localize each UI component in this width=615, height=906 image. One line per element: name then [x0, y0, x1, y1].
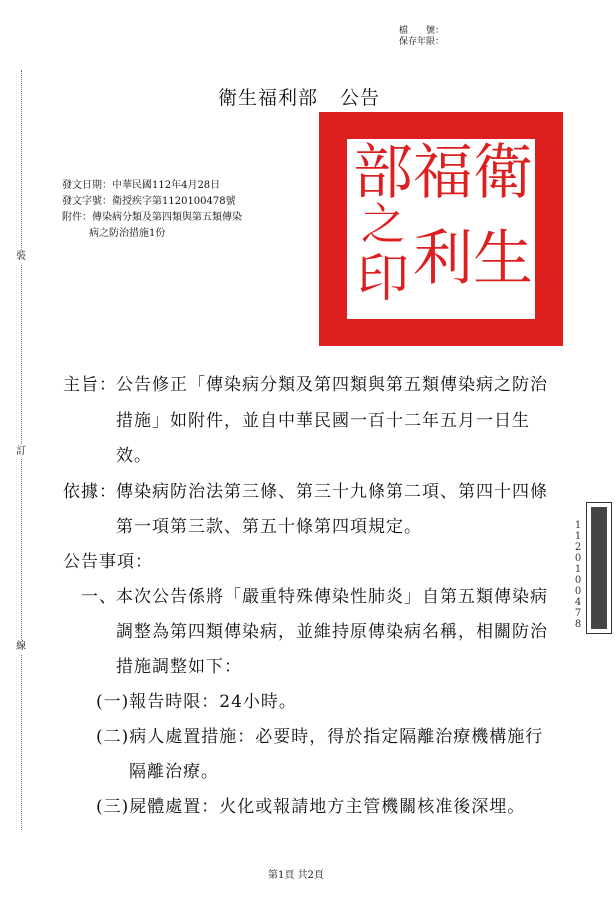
- seal-char-yin: 印: [356, 249, 409, 309]
- sub-item-2-line-1: (二)病人處置措施：必要時，得於指定隔離治療機構施行: [96, 727, 544, 747]
- subject-line-1: 公告修正「傳染病分類及第四類與第五類傳染病之防治: [116, 375, 548, 395]
- sub-item-2-line-2: 隔離治療。: [129, 762, 219, 782]
- side-stamp-fill: [591, 507, 607, 629]
- document-type: 公告: [340, 87, 381, 109]
- issue-date: 發文日期：中華民國112年4月28日: [62, 180, 221, 191]
- subject-label: 主旨：: [63, 375, 117, 395]
- seal-char-bu: 部: [353, 138, 413, 208]
- subject-line-3: 效。: [116, 446, 152, 466]
- attachment-line-2: 病之防治措施1份: [89, 228, 166, 239]
- notice-heading: 公告事項：: [63, 552, 153, 572]
- seal-char-zhi: 之: [361, 199, 405, 250]
- seal-char-fu: 福: [413, 138, 473, 208]
- seal-char-wei: 衛: [473, 138, 533, 208]
- archive-info: [384, 26, 444, 48]
- side-document-number: 1120100478: [574, 520, 582, 630]
- sub-item-1: (一)報告時限：24小時。: [96, 692, 297, 712]
- basis-line-2: 第一項第三款、第五十條第四項規定。: [116, 517, 422, 537]
- item-1-line-3: 措施調整如下：: [116, 657, 242, 677]
- binding-mark-ding: 訂: [16, 446, 26, 457]
- page-title: [218, 83, 380, 110]
- item-1-line-2: 調整為第四類傳染病，並維持原傳染病名稱，相關防治: [116, 622, 548, 642]
- file-number-label: 檔 號：: [398, 26, 444, 36]
- basis-line-1: 傳染病防治法第三條、第三十九條第二項、第四十四條: [116, 482, 548, 502]
- item-1-line-1: 本次公告係將「嚴重特殊傳染性肺炎」自第五類傳染病: [116, 587, 548, 607]
- retention-label: 保存年限：: [398, 37, 444, 47]
- sub-item-3: (三)屍體處置：火化或報請地方主管機關核准後深埋。: [96, 797, 526, 817]
- seal-inner-frame: [343, 135, 539, 323]
- seal-char-sheng: 生: [473, 224, 533, 294]
- side-receipt-stamp: [586, 502, 612, 634]
- attachment-line-1: 附件：傳染病分類及第四類與第五類傳染: [62, 212, 242, 223]
- page-number: 第1頁 共2頁: [268, 870, 324, 881]
- subject-line-2: 措施」如附件，並自中華民國一百十二年五月一日生: [116, 411, 530, 431]
- agency-name: 衛生福利部: [218, 87, 319, 109]
- basis-label: 依據：: [63, 482, 117, 502]
- document-number: 發文字號：衛授疾字第1120100478號: [62, 196, 236, 207]
- binding-mark-zhuang: 裝: [16, 251, 26, 262]
- binding-mark-xian: 線: [16, 641, 26, 652]
- item-1-prefix: 一、: [81, 587, 117, 607]
- official-seal: [319, 112, 563, 346]
- seal-char-li: 利: [413, 224, 473, 294]
